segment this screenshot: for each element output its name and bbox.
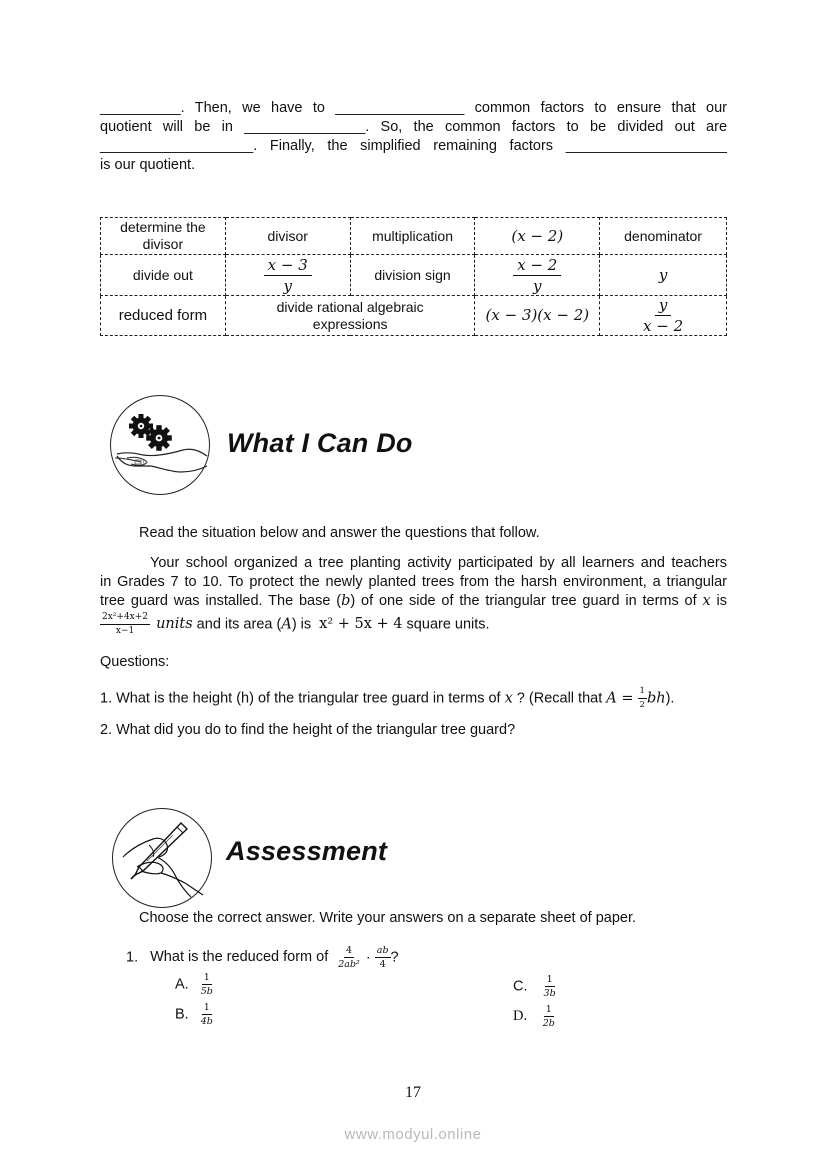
table-row xyxy=(101,296,727,336)
option-c[interactable]: C. $\frac{1}{3b}$ xyxy=(513,974,556,999)
situation-line-4: $\frac{\text{2x²+4x+2}}{x-1}$ units and its area (A) is x² + 5x + 4 square units. xyxy=(102,612,490,636)
fraction: $\frac{1}{2b}$ xyxy=(542,1004,555,1029)
section-title-what-i-can-do: What I Can Do xyxy=(227,428,413,458)
table-cell: (x − 2) xyxy=(475,218,600,255)
fraction: $\frac{ab}{4}$ xyxy=(376,945,389,970)
table-row xyxy=(101,218,727,255)
option-b[interactable]: B. $\frac{1}{4b}$ xyxy=(175,1002,213,1027)
intro-line-1: __________. Then, we have to ________________ common factors to ensure that our xyxy=(100,100,728,116)
item-number: 1. xyxy=(126,949,139,966)
table-cell xyxy=(600,296,727,336)
fraction: $\frac{1}{3b}$ xyxy=(543,974,556,999)
fraction: $\frac{1}{5b}$ xyxy=(200,972,213,997)
base-fraction: $\frac{\text{2x²+4x+2}}{x-1}$ xyxy=(102,612,149,636)
table-cell xyxy=(225,255,350,296)
assessment-item-1: 1. What is the reduced form of $\frac{4}{\text{2ab²}}$ · $\frac{ab}{4}$ ? xyxy=(126,945,399,970)
question-2: 2. What did you do to find the height of the triangular tree guard? xyxy=(100,722,516,738)
intro-line-2: quotient will be in _______________. So, the common factors to be divided out are xyxy=(100,119,728,135)
intro-line-4: is our quotient. xyxy=(100,157,196,173)
gears-on-hand-icon xyxy=(110,395,210,495)
situation-line-1: Your school organized a tree planting activity participated by all learners and teachers xyxy=(150,555,727,571)
fraction: $\frac{x - 2}{y}$ xyxy=(513,256,561,295)
half-fraction: $\frac{1}{2}$ xyxy=(639,686,645,710)
table-cell: denominator xyxy=(600,218,727,255)
blank: ________________ xyxy=(335,100,465,116)
table-cell: multiplication xyxy=(350,218,475,255)
item-question: What is the reduced form of xyxy=(150,949,329,966)
table-cell: reduced form xyxy=(101,296,226,336)
option-a[interactable]: A. $\frac{1}{5b}$ xyxy=(175,972,213,997)
situation-line-2: in Grades 7 to 10. To protect the newly planted trees from the harsh environment, a triangular xyxy=(100,574,727,590)
questions-label: Questions: xyxy=(100,654,170,670)
blank: ____________________ xyxy=(565,138,727,154)
hand-writing-pencil-icon xyxy=(112,808,212,908)
situation-line-3: tree guard was installed. The base (b) of one side of the triangular tree guard in terms of x is xyxy=(100,593,727,609)
assessment-instruction: Choose the correct answer. Write your answers on a separate sheet of paper. xyxy=(139,910,637,926)
blank: ___________________ xyxy=(100,138,254,154)
table-cell: y xyxy=(600,255,727,296)
fraction: $\frac{4}{\text{2ab²}}$ xyxy=(338,945,360,970)
question-1: 1. What is the height (h) of the triangular tree guard in terms of x ? (Recall that A = $\frac{1}{2}$ bh). xyxy=(100,686,675,710)
blank: _______________ xyxy=(244,119,366,135)
option-d[interactable]: D. $\frac{1}{2b}$ xyxy=(513,1004,555,1029)
table-cell: divide rational algebraic expressions xyxy=(225,296,475,336)
blank: __________ xyxy=(100,100,181,116)
table-cell: divide out xyxy=(101,255,226,296)
watermark: www.modyul.online xyxy=(344,1126,482,1143)
table-row xyxy=(101,255,727,296)
instruction: Read the situation below and answer the questions that follow. xyxy=(139,525,540,541)
table-cell: (x − 3)(x − 2) xyxy=(475,296,600,336)
fraction: $\frac{x - 3}{y}$ xyxy=(264,256,312,295)
word-bank-table xyxy=(100,217,727,336)
page-number: 17 xyxy=(405,1084,421,1101)
fraction: $\frac{y}{x - 2}$ xyxy=(643,296,684,335)
table-cell xyxy=(475,255,600,296)
fraction: $\frac{1}{4b}$ xyxy=(200,1002,213,1027)
intro-line-3: ___________________. Finally, the simplified remaining factors ____________________ xyxy=(100,138,727,154)
section-title-assessment: Assessment xyxy=(226,836,388,866)
table-cell: division sign xyxy=(350,255,475,296)
table-cell: divisor xyxy=(225,218,350,255)
table-cell: determine the divisor xyxy=(101,218,226,255)
